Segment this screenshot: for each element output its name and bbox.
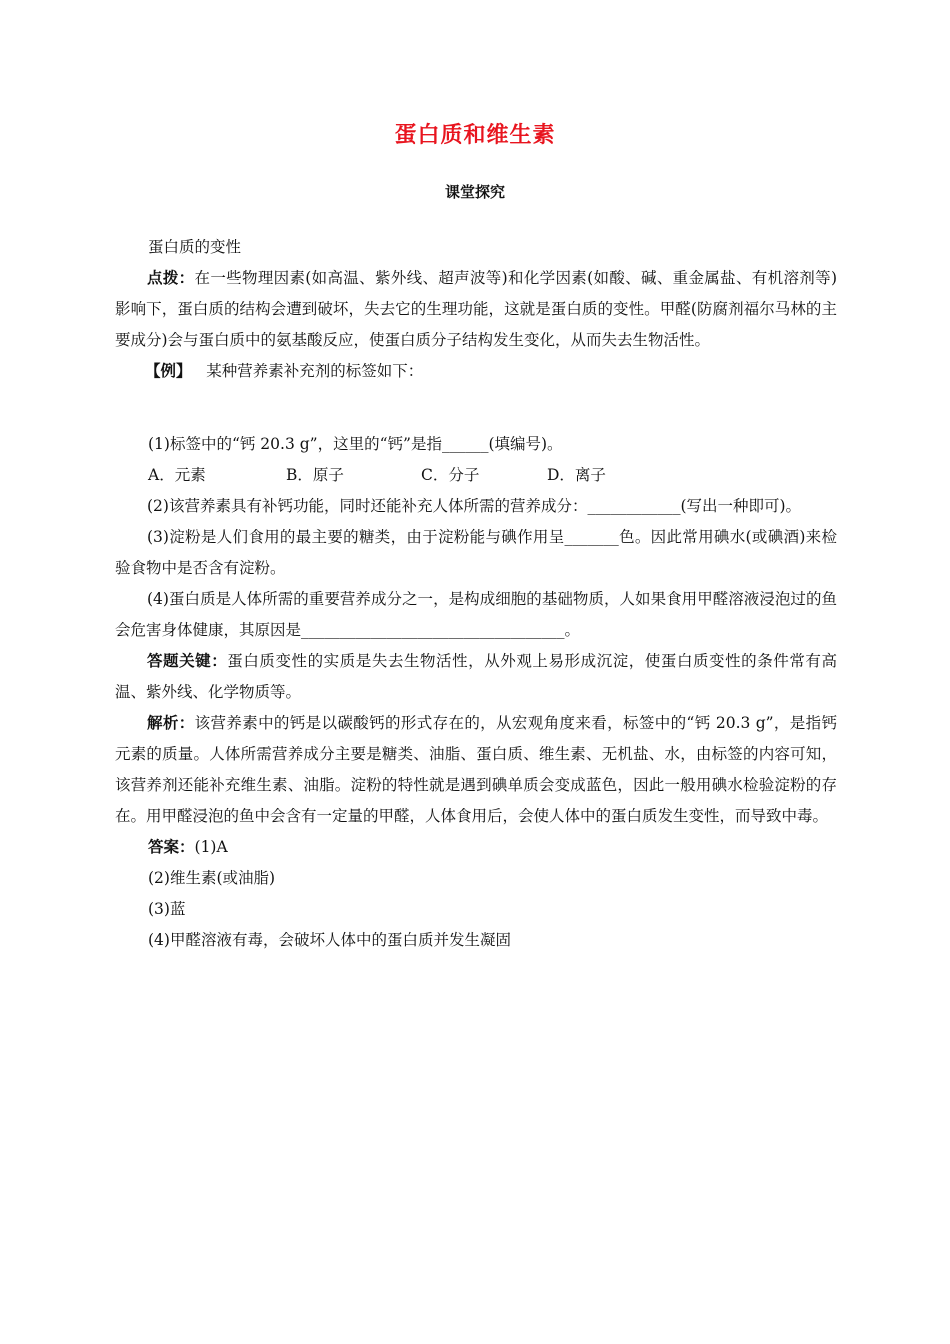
example-label: 【例】 [145,362,192,380]
tip-text: 在一些物理因素(如高温、紫外线、超声波等)和化学因素(如酸、碱、重金属盐、有机溶剂等)影响下，蛋白质的结构会遭到破坏，失去它的生理功能，这就是蛋白质的变性。甲醛(防腐剂福尔马林的主要成分)会与蛋白质中的氨基酸反应，使蛋白质分子结构发生变化，从而失去生物活性。 [115,269,837,349]
option-c: C．分子 [421,466,480,484]
analysis-label: 解析： [147,714,195,732]
question-4: (4)蛋白质是人体所需的重要营养成分之一，是构成细胞的基础物质，人如果食用甲醛溶液浸泡过的鱼会危害身体健康，其原因是__________________________________。 [115,590,837,639]
section-subtitle: 课堂探究 [444,183,505,201]
analysis-text: 该营养素中的钙是以碳酸钙的形式存在的，从宏观角度来看，标签中的“钙 20.3 g”，是指钙元素的质量。人体所需营养成分主要是糖类、油脂、蛋白质、维生素、无机盐、水，由标签的内容可知，该营养剂还能补充维生素、油脂。淀粉的特性就是遇到碘单质会变成蓝色，因此一般用碘水检验淀粉的存在。用甲醛浸泡的鱼中会含有一定量的甲醛，人体食用后，会使人体中的蛋白质发生变性，而导致中毒。 [115,714,837,825]
answer-line-1 [115,832,837,863]
key-text: 蛋白质变性的实质是失去生物活性，从外观上易形成沉淀，使蛋白质变性的条件常有高温、紫外线、化学物质等。 [115,652,837,701]
key-label: 答题关键： [147,652,228,670]
tip-paragraph [115,263,837,356]
options-row [115,460,837,491]
answer-4: (4)甲醛溶液有毒，会破坏人体中的蛋白质并发生凝固 [148,931,511,949]
option-b: B．原子 [286,466,344,484]
section-heading: 蛋白质的变性 [148,238,242,256]
example-intro: 某种营养素补充剂的标签如下： [206,362,424,380]
question-3: (3)淀粉是人们食用的最主要的糖类，由于淀粉能与碘作用呈_______色。因此常用碘水(或碘酒)来检验食物中是否含有淀粉。 [115,528,837,577]
example-line [115,356,837,387]
option-d: D．离子 [547,466,606,484]
answer-3: (3)蓝 [148,900,186,918]
document-body [115,232,837,956]
analysis-paragraph [115,708,837,832]
key-paragraph [115,646,837,708]
option-a: A．元素 [148,466,206,484]
tip-label: 点拨： [147,269,195,287]
label-image-placeholder [115,387,837,417]
page-title: 蛋白质和维生素 [394,123,556,148]
answer-2: (2)维生素(或油脂) [148,869,276,887]
question-1: (1)标签中的“钙 20.3 g”，这里的“钙”是指______(填编号)。 [148,435,563,453]
answer-label: 答案： [148,838,195,856]
answer-1: (1)A [194,838,228,856]
question-2: (2)该营养素具有补钙功能，同时还能补充人体所需的营养成分：____________(写出一种即可)。 [147,497,802,515]
